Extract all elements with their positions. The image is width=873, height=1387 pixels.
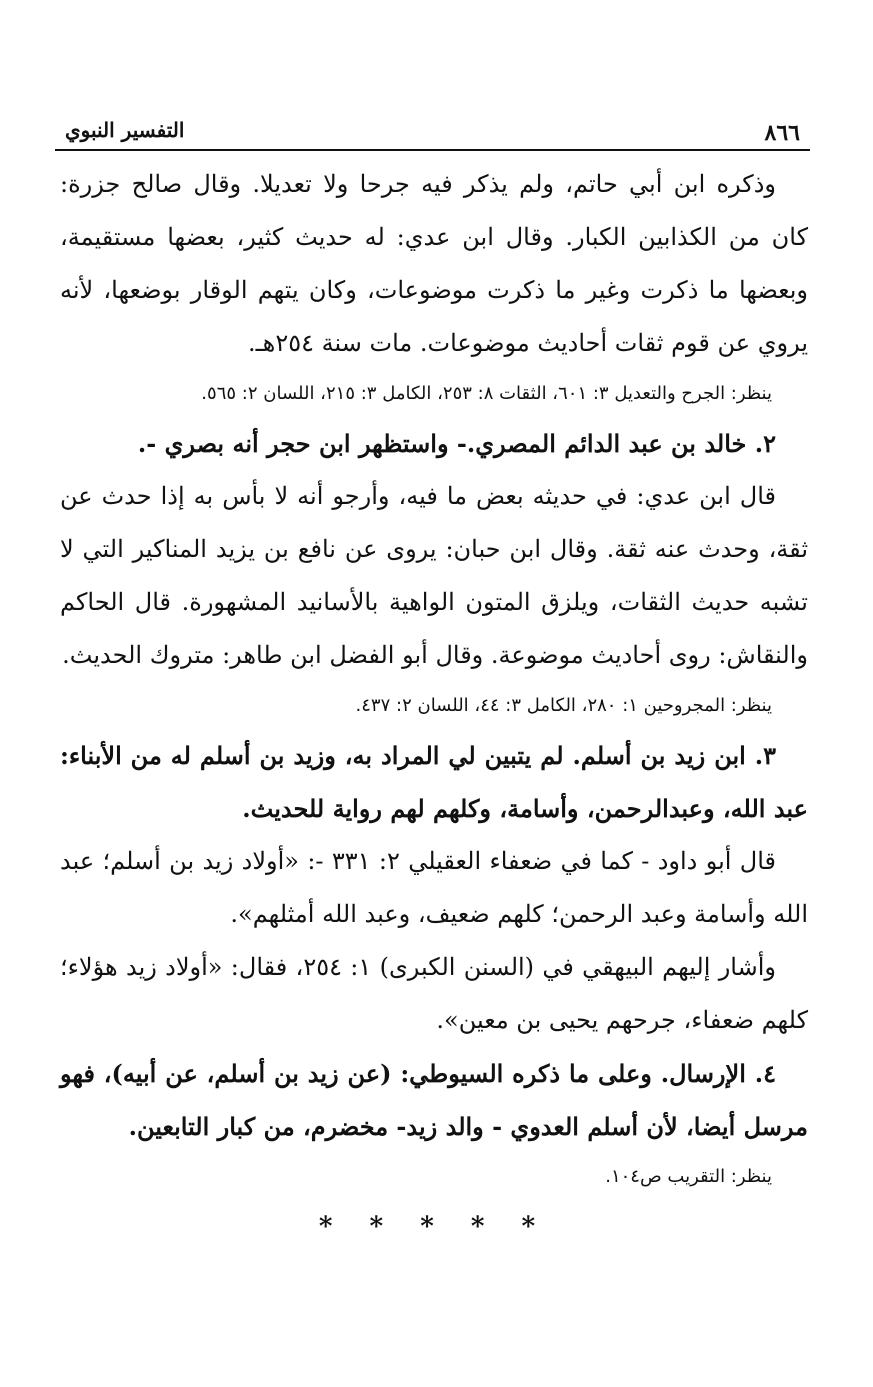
source-reference: ينظر: الجرح والتعديل ٣: ٦٠١، الثقات ٨: ٢٥٣، الكامل ٣: ٢١٥، اللسان ٢: ٥٦٥. (201, 383, 772, 404)
page-number: ٨٦٦ (764, 120, 800, 146)
paragraph: قال أبو داود - كما في ضعفاء العقيلي ٢: ٣٣١ -: «أولاد زيد بن أسلم؛ عبد الله وأسامة وعبد الرحمن؛ كلهم ضعيف، وعبد الله أمثلهم». (60, 847, 808, 928)
source-reference: ينظر: المجروحين ١: ٢٨٠، الكامل ٣: ٤٤، اللسان ٢: ٤٣٧. (355, 695, 772, 716)
end-of-section-mark: * * * * * (318, 1212, 550, 1242)
paragraph: وأشار إليهم البيهقي في (السنن الكبرى) ١: ٢٥٤، فقال: «أولاد زيد هؤلاء؛ كلهم ضعفاء، جرحهم يحيى بن معين». (60, 953, 808, 1034)
header-rule (55, 149, 810, 151)
section-heading-paragraph: ٤. الإرسال. وعلى ما ذكره السيوطي: (عن زيد بن أسلم، عن أبيه)، فهو مرسل أيضا، لأن أسلم العدوي - والد زيد- مخضرم، من كبار التابعين. (60, 1059, 808, 1141)
running-title: التفسير النبوي (65, 118, 185, 142)
source-reference: ينظر: التقريب ص١٠٤. (605, 1166, 772, 1187)
body-text (60, 158, 808, 1242)
paragraph: وذكره ابن أبي حاتم، ولم يذكر فيه جرحا ولا تعديلا. وقال صالح جزرة: كان من الكذابين الكبار. وقال ابن عدي: له حديث كثير، بعضها مستقيمة، وبعضها ما ذكرت وغير ما ذكرت موضوعات، وكان يتهم الوقار بوضعها، لأنه يروي عن قوم ثقات أحاديث موضوعات. مات سنة ٢٥٤هـ. (60, 170, 808, 357)
section-heading-paragraph: ٢. خالد بن عبد الدائم المصري.- واستظهر ابن حجر أنه بصري -. (137, 429, 776, 458)
paragraph: قال ابن عدي: في حديثه بعض ما فيه، وأرجو أنه لا بأس به إذا حدث عن ثقة، وحدث عنه ثقة. وقال ابن حبان: يروى عن نافع بن يزيد المناكير التي لا تشبه حديث الثقات، ويلزق المتون الواهية بالأسانيد المشهورة. قال الحاكم والنقاش: روى أحاديث موضوعة. وقال أبو الفضل ابن طاهر: متروك الحديث. (60, 482, 808, 669)
page-header (55, 112, 810, 148)
section-heading-paragraph: ٣. ابن زيد بن أسلم. لم يتبين لي المراد به، وزيد بن أسلم له من الأبناء: عبد الله، وعبدالرحمن، وأسامة، وكلهم لهم رواية للحديث. (60, 741, 808, 823)
